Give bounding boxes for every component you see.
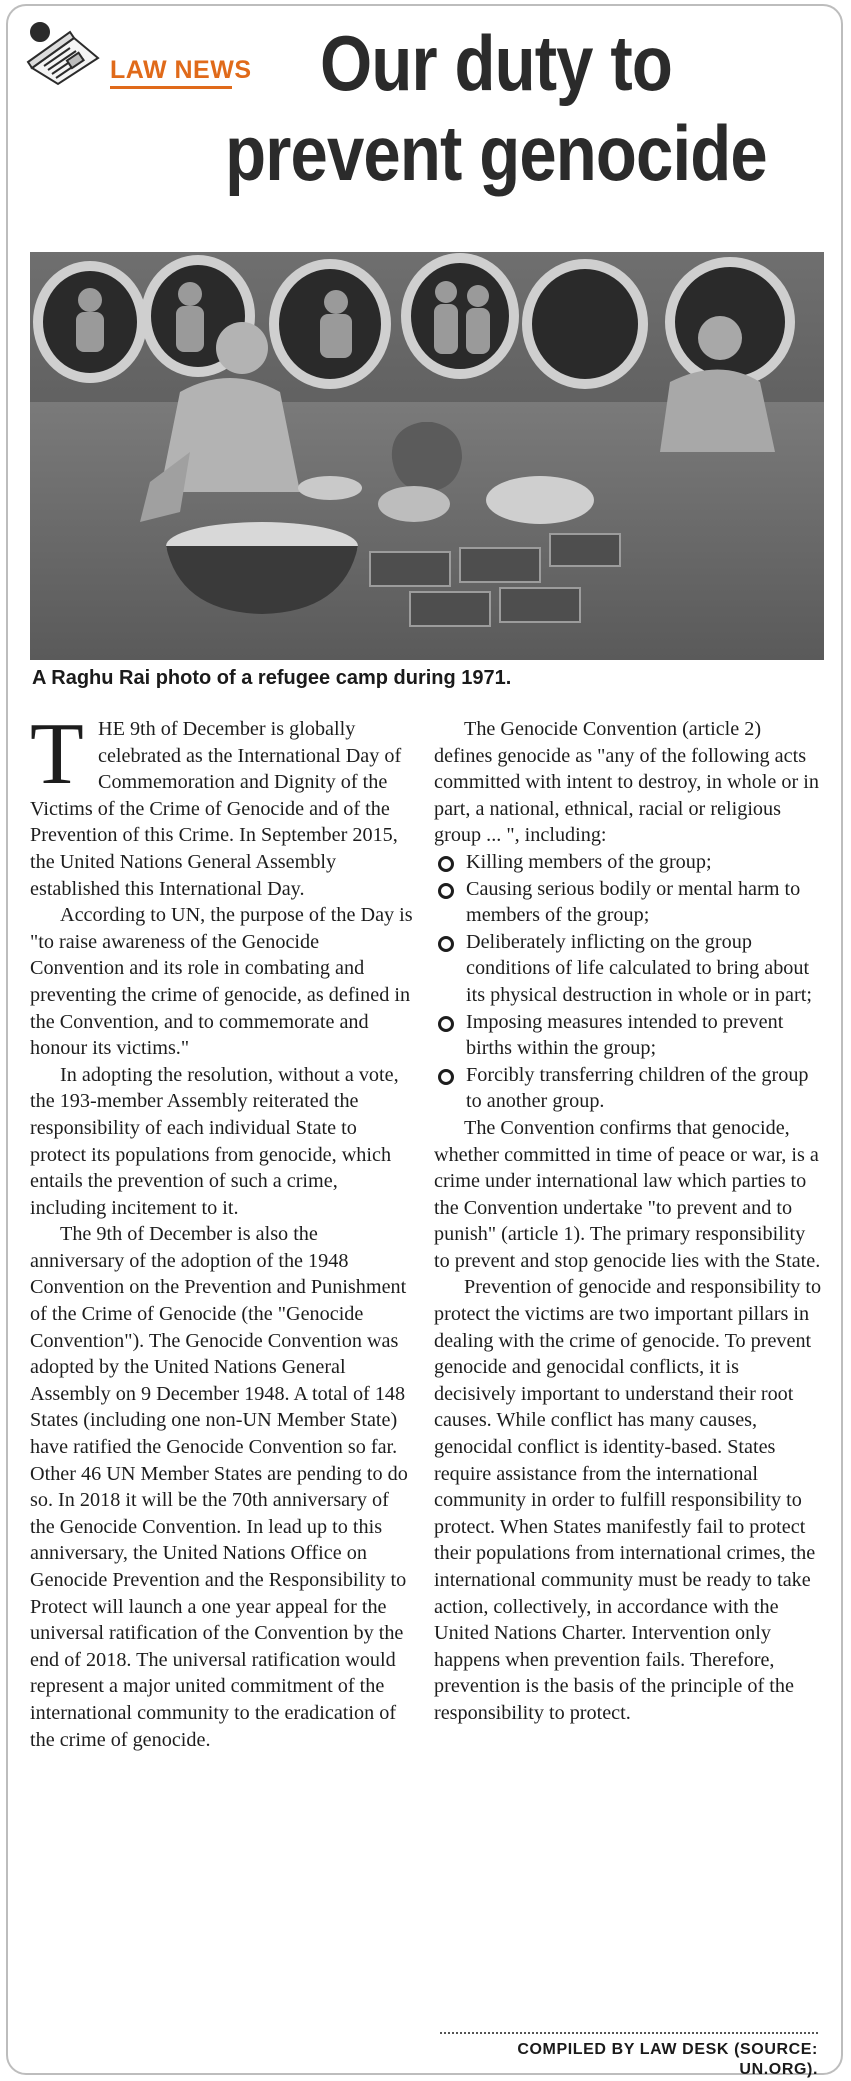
list-item-text: Forcibly transferring children of the group to another group. xyxy=(466,1063,809,1113)
paragraph: The Convention confirms that genocide, whether committed in time of peace or war, is a crime under international law which parties to the Convention undertake "to prevent and to punish" (article 1). The primary responsibility to prevent and stop genocide lies with the State. xyxy=(434,1116,821,1272)
header xyxy=(0,0,851,250)
list-item-text: Imposing measures intended to prevent births within the group; xyxy=(466,1010,784,1060)
drop-cap: T xyxy=(30,706,84,803)
circle-bullet-icon xyxy=(438,936,454,952)
paragraph: HE 9th of December is globally celebrated as the International Day of Commemoration and Dignity of the Victims of the Crime of Genocide and of the Prevention of this Crime. In September 2015, the United Nations General Assembly established this International Day. xyxy=(30,718,402,900)
paragraph: The 9th of December is also the anniversary of the adoption of the 1948 Convention on the Prevention and Punishment of the Crime of Genocide (the "Genocide Convention"). The Genocide Convention was adopted by the United Nations General Assembly on 9 December 1948. A total of 148 States (including one non-UN Member State) have ratified the Genocide Convention so far. Other 46 UN Member States are pending to do so. In 2018 it will be the 70th anniversary of the Genocide Convention. In lead up to this anniversary, the United Nations Office on Genocide Prevention and the Responsibility to Protect will launch a one year appeal for the universal ratification of the Convention by the end of 2018. The universal ratification would represent a major united commitment of the international community to the eradication of the crime of genocide. xyxy=(30,1223,408,1751)
circle-bullet-icon xyxy=(438,856,454,872)
circle-bullet-icon xyxy=(438,1016,454,1032)
list-item xyxy=(434,929,824,1009)
paragraph: According to UN, the purpose of the Day is "to raise awareness of the Genocide Convention and its role in combating and preventing the crime of genocide, as defined in the Convention, and to commemorate and honour its victims." xyxy=(30,904,413,1060)
article-column-left xyxy=(30,706,413,1753)
circle-bullet-icon xyxy=(438,1069,454,1085)
article-column-right xyxy=(434,716,824,1727)
list-item-text: Causing serious bodily or mental harm to members of the group; xyxy=(466,877,801,927)
list-item-text: Deliberately inflicting on the group conditions of life calculated to bring about its physical destruction in whole or in part; xyxy=(466,930,812,1006)
newspaper-icon xyxy=(18,18,106,88)
list-item xyxy=(434,849,824,876)
paragraph: The Genocide Convention (article 2) defines genocide as "any of the following acts committed with intent to destroy, in whole or in part, a national, ethnical, racial or religious group ... ", including: xyxy=(434,718,820,847)
list-item xyxy=(434,1062,824,1115)
list-item xyxy=(434,876,824,929)
list-item-text: Killing members of the group; xyxy=(466,850,712,873)
list-item xyxy=(434,1009,824,1062)
section-label: LAW NEWS xyxy=(110,56,252,84)
credit-divider xyxy=(440,2032,818,2034)
refugee-camp-photo xyxy=(30,252,824,660)
source-credit: COMPILED BY LAW DESK (SOURCE: UN.ORG). xyxy=(517,2041,818,2078)
paragraph: Prevention of genocide and responsibility to protect the victims are two important pillars in dealing with the crime of genocide. To prevent genocide and genocidal conflicts, it is decisively important to understand their root causes. While conflict has many causes, genocidal conflict is identity-based. States require assistance from the international community in order to fulfill responsibility to protect. When States manifestly fail to protect their populations from international crimes, the international community must be ready to take action, collectively, in accordance with the United Nations Charter. Intervention only happens when prevention fails. Therefore, prevention is the basis of the principle of the responsibility to protect. xyxy=(434,1276,822,1724)
genocide-acts-list xyxy=(434,849,824,1115)
headline: Our duty to prevent genocide xyxy=(225,19,767,197)
article-intro xyxy=(30,706,413,902)
photo-caption: A Raghu Rai photo of a refugee camp during 1971. xyxy=(32,667,512,689)
circle-bullet-icon xyxy=(438,883,454,899)
paragraph: In adopting the resolution, without a vote, the 193-member Assembly reiterated the responsibility of each individual State to protect its populations from genocide, which entails the prevention of such a crime, including incitement to it. xyxy=(30,1063,399,1219)
